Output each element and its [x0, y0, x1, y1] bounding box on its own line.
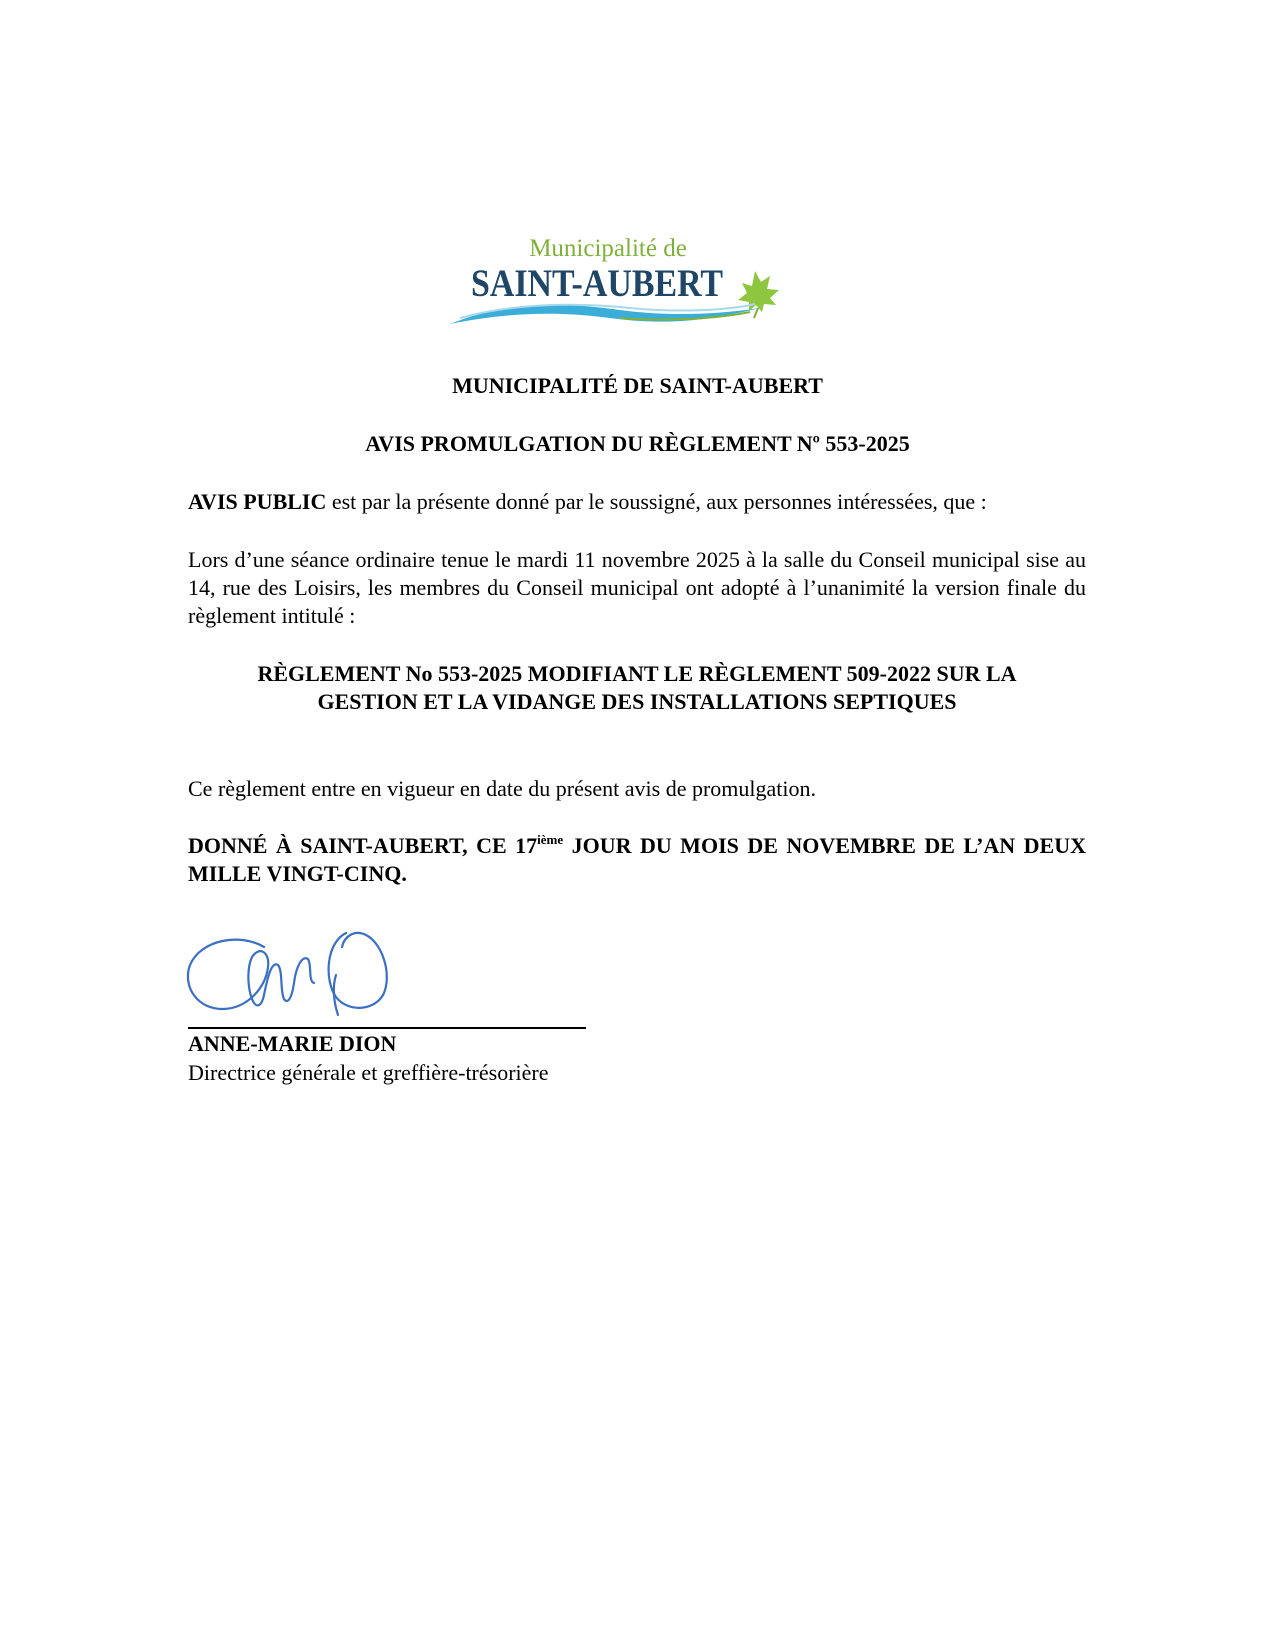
- logo-graphic: [470, 235, 830, 348]
- leaf-stem-icon: [754, 308, 758, 318]
- municipality-heading: MUNICIPALITÉ DE SAINT-AUBERT: [452, 373, 823, 398]
- municipality-logo: [470, 235, 830, 348]
- handwritten-signature: [186, 925, 416, 1025]
- signature-line: [188, 1027, 586, 1029]
- signature-graphic: [186, 925, 416, 1025]
- donne-part2: JOUR DU MOIS DE NOVEMBRE DE L’AN DEUX MILLE VINGT-CINQ.: [188, 833, 1086, 886]
- signer-title: Directrice générale et greffière-trésorière: [188, 1060, 549, 1085]
- reglement-title-line2: GESTION ET LA VIDANGE DES INSTALLATIONS SEPTIQUES: [317, 689, 957, 714]
- intro-rest: est par la présente donné par le soussigné, aux personnes intéressées, que :: [326, 489, 987, 514]
- intro-lead: AVIS PUBLIC: [188, 489, 327, 514]
- signer-name: ANNE-MARIE DION: [188, 1031, 397, 1056]
- logo-line1: Municipalité de: [529, 235, 687, 262]
- donne-paragraph: [188, 832, 1086, 888]
- donne-superscript: ième: [537, 832, 564, 847]
- logo-line2: SAINT-AUBERT: [471, 262, 723, 305]
- body-paragraph: Lors d’une séance ordinaire tenue le mardi 11 novembre 2025 à la salle du Conseil municipal sise au 14, rue des Loisirs, les membres du Conseil municipal ont adopté à l’unanimité la version finale du règlement intitulé :: [188, 547, 1086, 628]
- reglement-title-line1: RÈGLEMENT No 553-2025 MODIFIANT LE RÈGLEMENT 509-2022 SUR LA: [257, 661, 1017, 686]
- vigueur-paragraph: Ce règlement entre en vigueur en date du présent avis de promulgation.: [188, 776, 817, 801]
- donne-part1: DONNÉ À SAINT-AUBERT, CE 17: [188, 833, 538, 858]
- wave-blue-icon: [450, 305, 760, 324]
- notice-title: AVIS PROMULGATION DU RÈGLEMENT Nº 553-2025: [365, 431, 910, 456]
- reglement-title: [188, 660, 1086, 716]
- intro-paragraph: [188, 488, 1086, 516]
